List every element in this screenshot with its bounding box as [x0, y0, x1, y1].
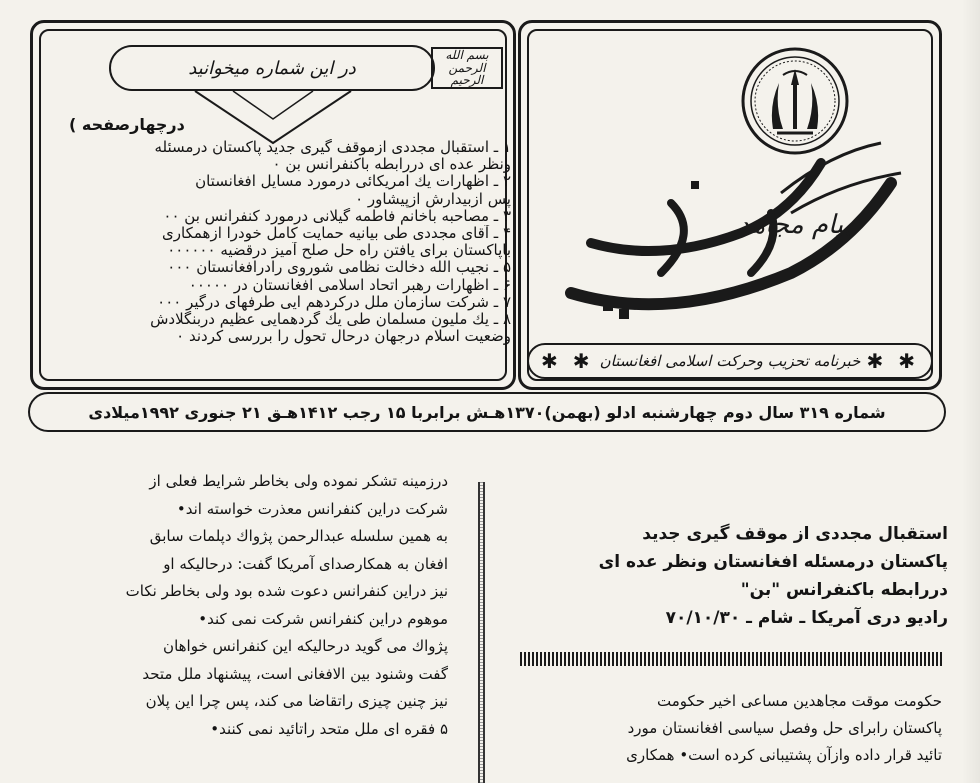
contents-list	[35, 139, 511, 345]
contents-item: ۶ ـ اظهارات رهبر اتحاد اسلامی افغانستان در ۰۰۰۰۰	[188, 276, 511, 294]
bismillah: بسم الله الرحمن الرحیم	[431, 47, 503, 89]
article-headline	[508, 520, 948, 632]
headline-rule	[520, 652, 942, 666]
headline-line: استقبال مجددی از موقف گیری جدید	[642, 524, 948, 544]
article-line: نیز دراین کنفرانس دعوت شده بود ولی بخاطر نکات	[125, 582, 448, 600]
contents-item: ۳ ـ مصاحبه باخانم فاطمه گیلانی درمورد کنفرانس بن ۰۰	[163, 207, 511, 225]
headline-line: رادیو دری آمریکا ـ شام ـ ۷۰/۱۰/۳۰	[665, 608, 948, 628]
contents-heading: در این شماره میخوانید	[109, 45, 435, 91]
headline-line: پاکستان درمسئله افغانستان ونظر عده ای	[598, 552, 948, 572]
article-line: پاکستان رابرای حل وفصل سیاسی افغانستان مورد	[627, 719, 942, 737]
contents-item: ۷ ـ شرکت سازمان ملل درکردهم ایی طرفهای درگیر ۰۰۰	[157, 293, 511, 311]
scan-edge	[962, 0, 980, 783]
masthead-title: پیام مجاهد	[737, 210, 851, 240]
article-line: شرکت دراین کنفرانس معذرت خواسته اند•	[176, 499, 448, 518]
contents-box	[30, 20, 516, 390]
contents-item: ۱ ـ استقبال مجددی ازموقف گیری جدید پاکستان درمسئله	[154, 139, 511, 156]
masthead	[518, 20, 942, 390]
article-left-column	[0, 468, 448, 743]
contents-item: ۴ ـ آقای مجددی طی بیانیه حمایت کامل خودرا ازهمکاری	[162, 225, 511, 243]
article-line: به همین سلسله عبدالرحمن پژواك دپلمات سابق	[149, 527, 448, 545]
masthead-tagline: خبرنامه تحزیب وحرکت اسلامی افغانستان	[599, 352, 861, 370]
article-line: تائید قرار داده وازآن پشتیبانی کرده است• همکاری	[626, 746, 942, 764]
column-divider	[478, 482, 485, 783]
contents-item: باپاکستان برای یافتن راه حل صلح آمیز درقضیه ۰۰۰۰۰۰	[167, 242, 511, 260]
article-line: گفت وشنود بین الافغانی است، پیشنهاد ملل متحد	[142, 664, 448, 683]
contents-item: ۵ ـ نجیب الله دخالت نظامی شوروی رادرافغانستان ۰۰۰	[167, 259, 511, 277]
contents-item: ۸ ـ یك ملیون مسلمان طی یك گردهمایی عظیم دربنگلادش	[150, 311, 511, 329]
article-line: افغان به همکارصدای آمریکا گفت: درحالیکه او	[163, 554, 448, 573]
contents-item: وضعیت اسلام درجهان درحال تحول را بررسی کردند ۰	[176, 328, 511, 346]
article-right-body	[498, 688, 942, 769]
article-line: ۵ فقره ای ملل متحد راتائید نمی کنند•	[210, 719, 448, 738]
masthead-tagline-strip	[527, 343, 933, 379]
article-line: پژواك می گوید درحالیکه این کنفرانس خواهان	[163, 637, 448, 655]
article-line: درزمینه تشکر نموده ولی بخاطر شرایط فعلی از	[149, 472, 448, 490]
headline-line: دررابطه باکنفرانس "بن"	[740, 580, 948, 600]
article-line: موهوم دراین کنفرانس شرکت نمی کند•	[198, 609, 448, 628]
pages-label: ( درچهارصفحه	[69, 115, 185, 134]
issue-date-bar: شماره ۳۱۹ سال دوم چهارشنبه ادلو (بهمن)۱۳۷۰هـش برابربا ۱۵ رجب ۱۴۱۲هـق ۲۱ جنوری ۱۹۹۲میلادی	[28, 392, 946, 432]
article-line: نیز چنین چیزی راتقاضا می کند، پس چرا این پلان	[145, 692, 448, 710]
star-icon: ✱ ✱	[866, 349, 919, 373]
masthead-title-calligraphy	[551, 123, 921, 333]
contents-item: ونظر عده ای دررابطه باکنفرانس بن ۰	[272, 156, 511, 174]
contents-item: ۲ ـ اظهارات یك امریکائی درمورد مسایل افغانستان	[195, 173, 511, 191]
contents-item: پس ازبیدارش ازپیشاور ۰	[355, 190, 511, 208]
article-line: حکومت موقت مجاهدین مساعی اخیر حکومت	[656, 692, 942, 710]
star-icon: ✱ ✱	[541, 349, 594, 373]
